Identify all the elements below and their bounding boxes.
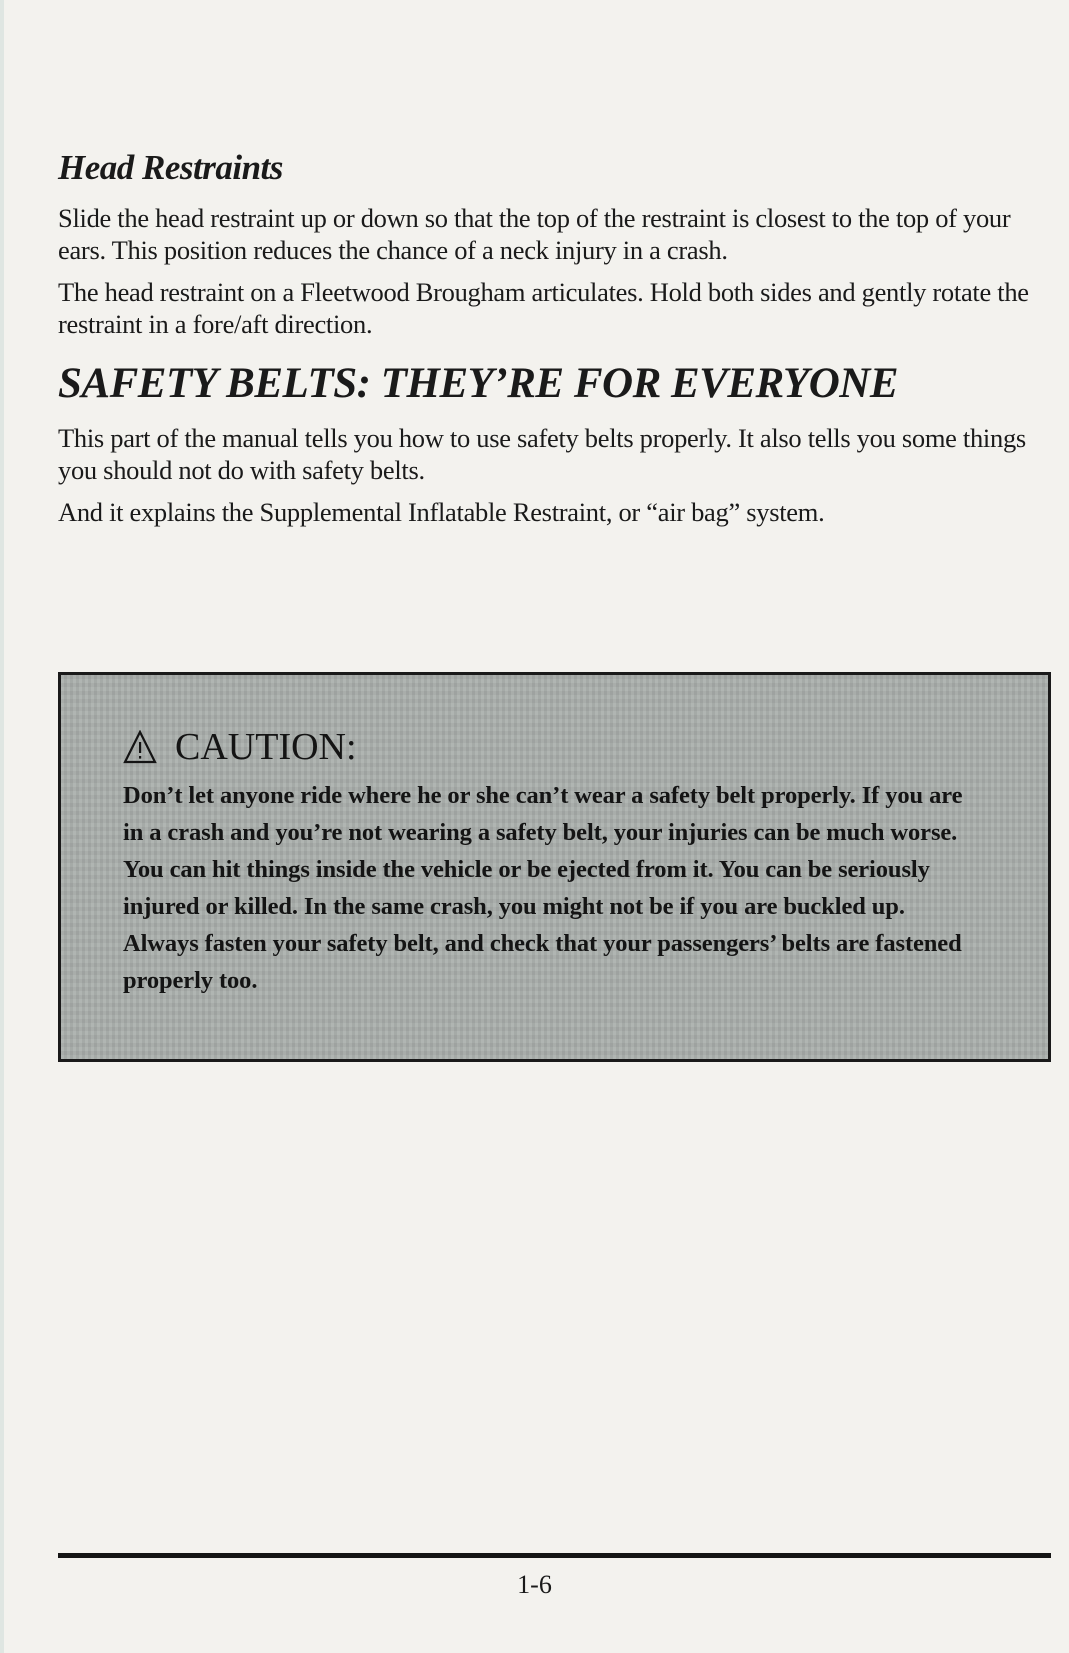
caution-header [123,725,357,769]
footer-divider [58,1553,1051,1558]
page-number: 1-6 [517,1570,552,1599]
caution-text: Don’t let anyone ride where he or she can’t wear a safety belt properly. If you are in a crash and you’re not wearing a safety belt, your injuries can be much worse. You can hit things inside the vehicle or be ejected from it. You can be seriously injured or killed. In the same crash, you might not be if you are buckled up. Always fasten your safety belt, and check that your passengers’ belts are fastened properly too. [123,782,963,994]
page-content [58,146,1048,538]
section-heading-safety-belts: SAFETY BELTS: THEY’RE FOR EVERYONE [58,360,898,407]
page-edge [0,0,4,1653]
paragraph: Slide the head restraint up or down so that the top of the restraint is closest to the top of your ears. This position reduces the chance of a neck injury in a crash. [58,203,1011,265]
caution-box [58,672,1051,1062]
paragraph: And it explains the Supplemental Inflatable Restraint, or “air bag” system. [58,497,825,527]
caution-title: CAUTION: [175,726,357,768]
paragraph: This part of the manual tells you how to use safety belts properly. It also tells you some things you should not do with safety belts. [58,423,1026,485]
paragraph: The head restraint on a Fleetwood Brougham articulates. Hold both sides and gently rotate the restraint in a fore/aft direction. [58,277,1029,339]
warning-triangle-icon [123,730,157,764]
section-heading-head-restraints: Head Restraints [58,148,283,187]
